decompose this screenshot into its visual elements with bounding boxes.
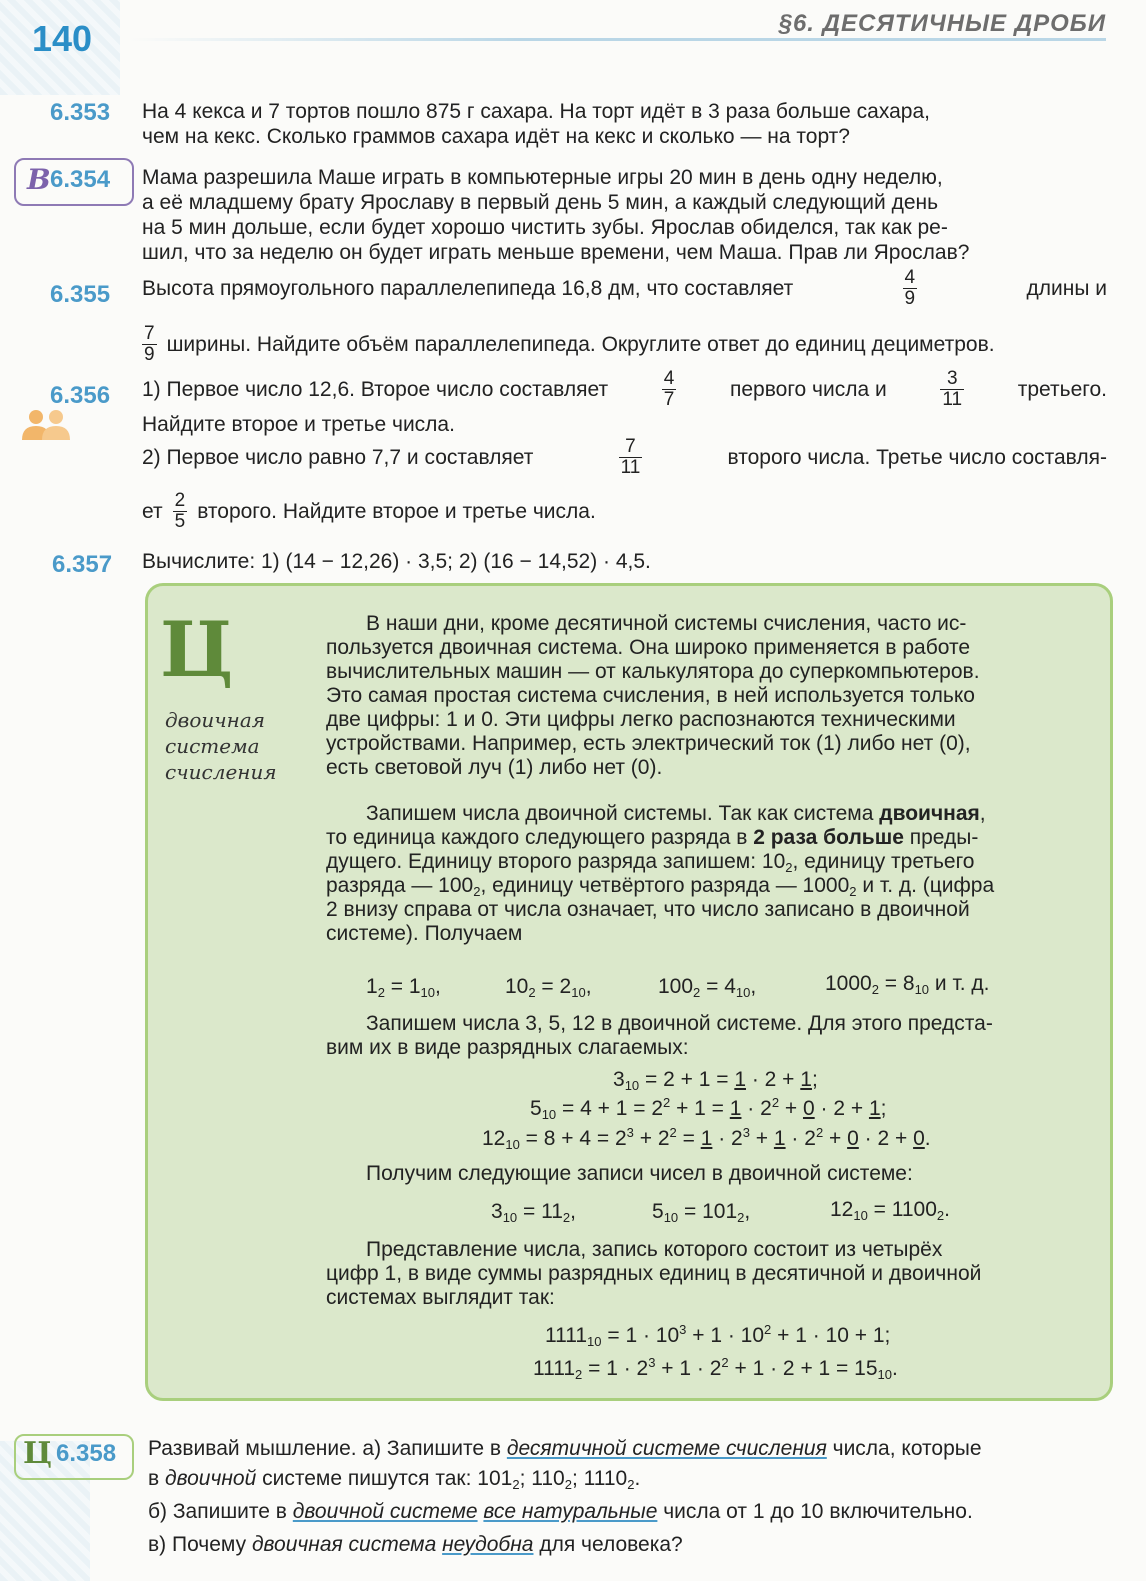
pair-work-icon [18, 408, 74, 442]
problem-6355-text: Высота прямоугольного параллелепипеда 16,8 дм, что составляет $\frac{4}{9}$ длины и [142, 266, 1107, 309]
equation: $3_{10} = 2 + 1 = 1 \cdot 2 + 1$; [613, 1068, 818, 1093]
problem-number: 6.353 [50, 99, 111, 126]
page-number: 140 [32, 18, 93, 59]
fraction: $\frac{3}{11}$ [942, 367, 963, 410]
equation: $5_{10} = 101_2$, [652, 1200, 751, 1225]
problem-number: 6.356 [50, 382, 111, 409]
equation: $100_2 = 4_{10}$, [658, 975, 757, 1000]
equation: $1111_{10} = 1 \cdot 10^3 + 1 \cdot 10^2 + 1 \cdot 10 + 1$; [545, 1322, 891, 1349]
problem-number: 6.358 [56, 1440, 117, 1467]
theory-paragraph-4: Получим следующие записи чисел в двоичной системе: [366, 1162, 913, 1185]
level-badge-letter: В [27, 163, 51, 196]
problem-6354-text [142, 165, 1107, 265]
equation: $5_{10} = 4 + 1 = 2^2 + 1 = 1 \cdot 2^2 + 0 \cdot 2 + 1$; [530, 1095, 887, 1122]
theory-side-term: двоичная система счисления [165, 708, 277, 784]
equation: $1111_2 = 1 \cdot 2^3 + 1 \cdot 2^2 + 1 \cdot 2 + 1 = 15_{10}$. [533, 1355, 898, 1382]
fraction: $\frac{4}{7}$ [663, 367, 675, 410]
equation: $10_2 = 2_{10}$, [505, 975, 592, 1000]
fraction: $\frac{7}{11}$ [620, 435, 641, 478]
text-line: На 4 кекса и 7 тортов пошло 875 г сахара. На торт идёт в 3 раза больше сахара, [142, 100, 930, 123]
fraction: $\frac{4}{9}$ [904, 266, 916, 309]
problem-6357-text: Вычислите: 1) (14 − 12,26) · 3,5; 2) (16 − 14,52) · 4,5. [142, 550, 651, 573]
equation: $1_2 = 1_{10}$, [366, 975, 441, 1000]
theory-paragraph-3: Запишем числа 3, 5, 12 в двоичной системе. Для этого предста- вим их в виде разрядных слагаемых: [326, 1012, 993, 1059]
problem-6356-part2: 2) Первое число равно 7,7 и составляет $\frac{7}{11}$ второго числа. Третье число составля- [142, 435, 1107, 478]
equation: $3_{10} = 11_2$, [491, 1200, 576, 1225]
theory-paragraph-2: Запишем числа двоичной системы. Так как система двоичная, то единица каждого следующего разряда в 2 раза больше преды- дущего. Единицу второго разряда запишем: $10_2$, единицу третьего разряда — $100_2$, единицу четвёртого разряда — $1000_2$ и т. д. (цифра 2 внизу справа от числа означает, что число записано в двоичной системе). Получаем [326, 802, 995, 945]
section-title: §6. ДЕСЯТИЧНЫЕ ДРОБИ [778, 10, 1106, 37]
header-rule [130, 38, 1106, 41]
text-line: Найдите второе и третье числа. [142, 413, 455, 436]
problem-number: 6.355 [50, 281, 111, 308]
text-line: шил, что за неделю он будет играть меньше времени, чем Маша. Прав ли Ярослав? [142, 241, 970, 264]
text-line: чем на кекс. Сколько граммов сахара идёт на кекс и сколько — на торт? [142, 125, 850, 148]
problem-number: 6.354 [50, 166, 111, 193]
problem-6355-text-2: $\frac{7}{9}$ ширины. Найдите объём параллелепипеда. Округлите ответ до единиц дециметров. [144, 322, 995, 365]
equation: $1000_2 = 8_{10}$ и т. д. [825, 972, 990, 997]
equation: $12_{10} = 8 + 4 = 2^3 + 2^2 = 1 \cdot 2^3 + 1 \cdot 2^2 + 0 \cdot 2 + 0$. [482, 1125, 931, 1152]
problem-6356-part2b: ет $\frac{2}{5}$ второго. Найдите второе и третье числа. [142, 489, 596, 532]
text-line: а её младшему брату Ярославу в первый день 5 мин, а каждый следующий день [142, 191, 939, 214]
theory-paragraph-1: В наши дни, кроме десятичной системы счисления, часто ис- пользуется двоичная система. Она широко применяется в работе вычислительных машин — от калькулятора до суперкомпьютеров. Это самая простая система счисления, в ней используется только две цифры: 1 и 0. Эти цифры легко распознаются техническими устройствами. Например, есть электрический ток (1) либо нет (0), есть световой луч (1) либо нет (0). [326, 612, 980, 779]
equation: $12_{10} = 1100_2$. [830, 1198, 950, 1223]
fraction: $\frac{2}{5}$ [174, 489, 186, 532]
theory-letter: Ц [160, 605, 234, 694]
problem-number: 6.357 [52, 551, 113, 578]
text-line: Мама разрешила Маше играть в компьютерные игры 20 мин в день одну неделю, [142, 166, 943, 189]
text-line: на 5 мин дольше, если будет хорошо чистить зубы. Ярослав обиделся, так как ре- [142, 216, 948, 239]
fraction: $\frac{7}{9}$ [144, 322, 155, 365]
theory-paragraph-5: Представление числа, запись которого состоит из четырёх цифр 1, в виде суммы разрядных единиц в десятичной и двоичной системах выглядит так: [326, 1238, 982, 1309]
problem-6353-text [142, 99, 1107, 149]
problem-6358-text: Развивай мышление. а) Запишите в десятичной системе счисления числа, которые в двоичной системе пишутся так: $101_2$; $110_2$; $1110_2$. б) Запишите в двоичной системе все натуральные числа от 1 до 10 включительно. в) Почему двоичная система неудобна для человека? [148, 1437, 982, 1556]
digital-badge-letter: Ц [23, 1436, 52, 1471]
problem-6356-part1: 1) Первое число 12,6. Второе число составляет $\frac{4}{7}$ первого числа и $\frac{3}{11}$ третьего. Найдите второе и третье числа. [142, 367, 1107, 436]
